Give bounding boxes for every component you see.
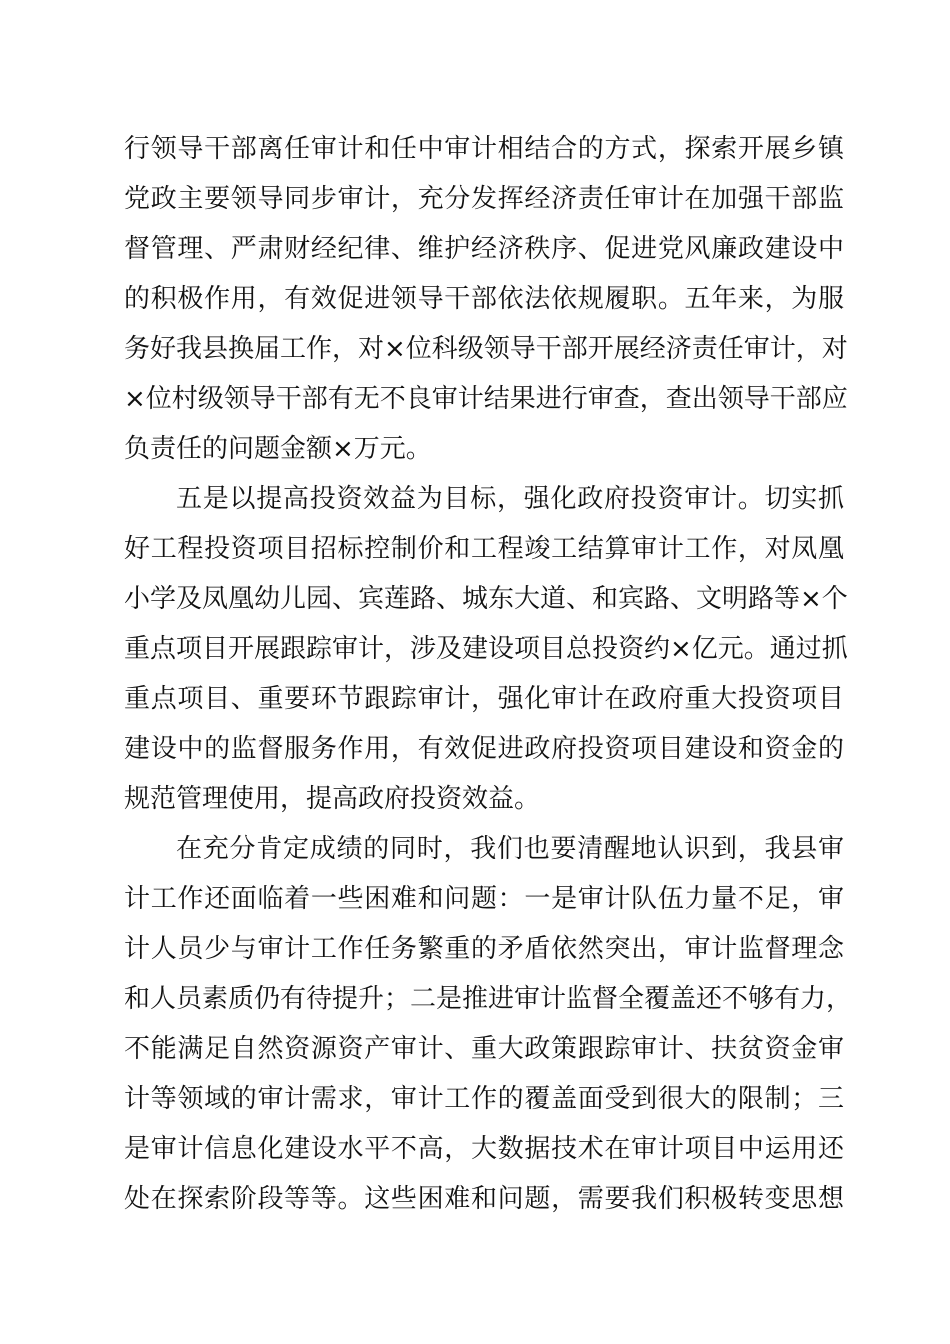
text-line: 好工程投资项目招标控制价和工程竣工结算审计工作，对凤凰 [124, 534, 844, 564]
text-line: ×位村级领导干部有无不良审计结果进行审查，查出领导干部应 [124, 384, 848, 414]
text-line: 重点项目开展跟踪审计，涉及建设项目总投资约×亿元。通过抓 [124, 634, 848, 664]
text-line: 务好我县换届工作，对×位科级领导干部开展经济责任审计，对 [124, 334, 848, 364]
text-line: 规范管理使用，提高政府投资效益。 [124, 784, 541, 814]
text-line: 行领导干部离任审计和任中审计相结合的方式，探索开展乡镇 [124, 134, 844, 164]
text-line: 计工作还面临着一些困难和问题：一是审计队伍力量不足，审 [124, 884, 844, 914]
text-line: 督管理、严肃财经纪律、维护经济秩序、促进党风廉政建设中 [124, 234, 844, 264]
text-line: 计人员少与审计工作任务繁重的矛盾依然突出，审计监督理念 [124, 934, 844, 964]
text-line: 党政主要领导同步审计，充分发挥经济责任审计在加强干部监 [124, 184, 844, 214]
text-line: 不能满足自然资源资产审计、重大政策跟踪审计、扶贫资金审 [124, 1034, 844, 1064]
text-line: 和人员素质仍有待提升；二是推进审计监督全覆盖还不够有力， [124, 984, 853, 1014]
paragraph-first-line: 在充分肯定成绩的同时，我们也要清醒地认识到，我县审 [176, 834, 844, 864]
text-line: 小学及凤凰幼儿园、宾莲路、城东大道、和宾路、文明路等×个 [124, 584, 848, 614]
text-line: 的积极作用，有效促进领导干部依法依规履职。五年来，为服 [124, 284, 844, 314]
text-line: 处在探索阶段等等。这些困难和问题，需要我们积极转变思想 [124, 1184, 844, 1214]
text-line: 建设中的监督服务作用，有效促进政府投资项目建设和资金的 [124, 734, 844, 764]
text-line: 是审计信息化建设水平不高，大数据技术在审计项目中运用还 [124, 1134, 844, 1164]
paragraph-first-line: 五是以提高投资效益为目标，强化政府投资审计。切实抓 [176, 484, 844, 514]
text-line: 计等领域的审计需求，审计工作的覆盖面受到很大的限制；三 [124, 1084, 844, 1114]
text-line: 重点项目、重要环节跟踪审计，强化审计在政府重大投资项目 [124, 684, 844, 714]
text-line: 负责任的问题金额×万元。 [124, 434, 432, 464]
